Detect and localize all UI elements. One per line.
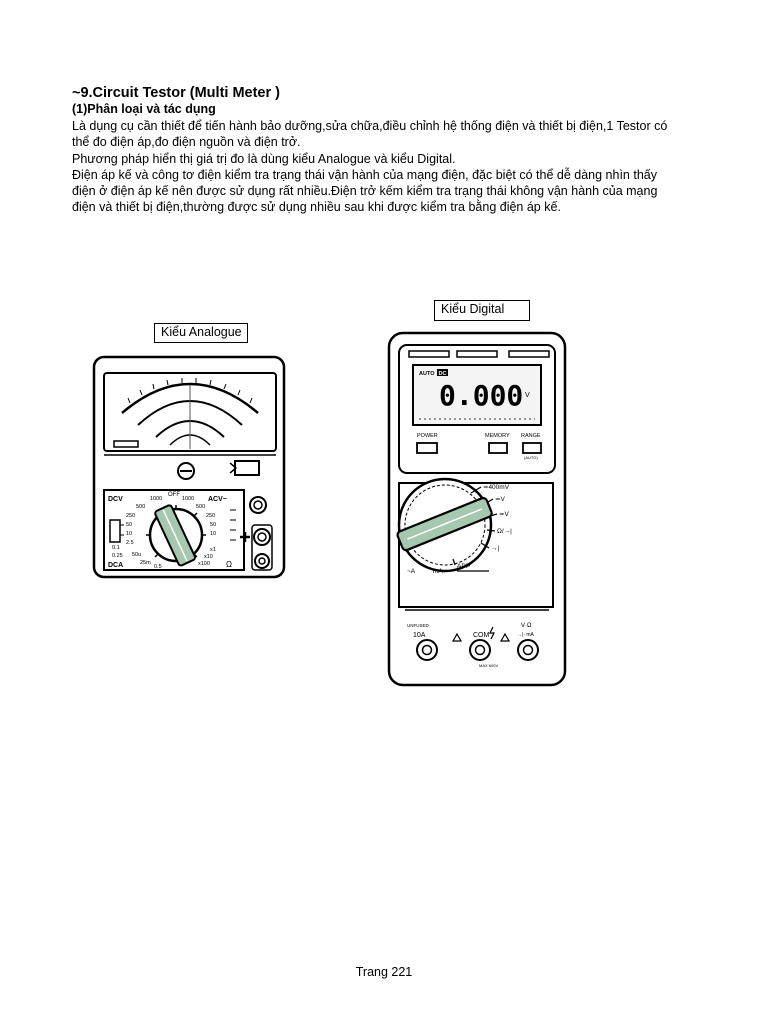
analogue-scale-label: 25m [140,560,151,566]
analogue-scale-label: x10 [204,554,213,560]
analogue-scale-label: 500 [136,504,146,510]
analogue-scale-label: 1000 [182,496,195,502]
display-unit: V [525,392,530,399]
analogue-scale-label: 1000 [150,496,163,502]
page-number: Trang 221 [355,965,413,979]
analogue-scale-label: 0.5 [154,564,162,570]
jack-v-label: V·Ω [521,623,532,629]
analogue-scale-label: 50u [132,552,142,558]
analogue-scale-label: 250 [126,513,136,519]
fused-note: MAX 600V [479,663,499,668]
range-option: →| [491,545,500,552]
analogue-dcv-label: DCV [108,496,123,503]
range-option: ≃V [499,511,509,518]
analogue-scale-label: 0.1 [112,545,120,551]
display-mode-label: DC [438,371,447,377]
analogue-acv-label: ACV~ [208,496,227,503]
analogue-scale-label: 250 [206,513,216,519]
power-label: POWER [417,433,438,439]
analogue-scale-label: 500 [196,504,206,510]
analogue-scale-label: 50 [126,522,133,528]
display-auto-label: AUTO [419,371,435,377]
analogue-off-label: OFF [168,492,180,498]
analogue-multimeter-illustration [90,355,290,580]
analogue-scale-label: 10 [210,531,217,537]
analogue-scale-label: x1 [210,547,216,553]
current-left-label: ~A [407,568,416,575]
display-value: 0.000 [439,379,524,412]
unfused-label: UNFUSED [407,623,429,628]
analogue-scale-label: x100 [198,561,210,567]
analogue-scale-label: 0.25 [112,553,123,559]
range-option: ≃400mV [483,484,510,491]
jack-v-sub-label: →|· mA [517,632,534,638]
digital-label: Kiểu Digital [434,300,530,321]
range-sub-label: (AUTO) [524,455,538,460]
analogue-label: Kiểu Analogue [154,323,248,343]
paragraph: Điện áp kế và công tơ điện kiểm tra trạng thái vận hành của mạng điện, đặc biệt có thể dễ dàng nhìn thấy điện ở điện áp kế nên được sử dụng rất nhiều.Điện trở kếm kiểm tra trạng thái không vận hành của mạng điện và thiết bị điện,thường được sử dụng nhiều sau khi được kiểm tra bằng điện áp kế. [72,167,658,215]
analogue-omega-label: Ω [226,560,232,569]
paragraph: Là dụng cụ cần thiết để tiến hành bảo dưỡng,sửa chữa,điều chỉnh hệ thống điện và thiết bị điện,1 Testor có thể đo điện áp,đo điện nguồn và điện trở. [72,119,668,150]
range-option: ADP [457,563,471,570]
range-option: Ω/→| [497,528,512,535]
analogue-scale-label: 2.5 [126,540,134,546]
analogue-scale-label: 50 [210,522,217,528]
current-mid-label: mA [433,568,443,575]
analogue-dca-label: DCA [108,562,124,569]
section-title: ~9.Circuit Testor (Multi Meter ) [72,85,280,101]
jack-com-label: COM [473,632,490,639]
body-text [72,118,672,216]
jack-10a-label: 10A [413,632,426,639]
memory-label: MEMORY [485,433,510,439]
range-label: RANGE [521,433,541,439]
range-option: ≃V [495,496,505,503]
analogue-scale-label: 10 [126,531,133,537]
paragraph: Phương pháp hiển thị giá trị đo là dùng kiểu Analogue và kiểu Digital. [72,151,456,166]
section-subtitle: (1)Phân loại và tác dụng [72,102,216,116]
digital-multimeter-illustration [385,325,570,695]
